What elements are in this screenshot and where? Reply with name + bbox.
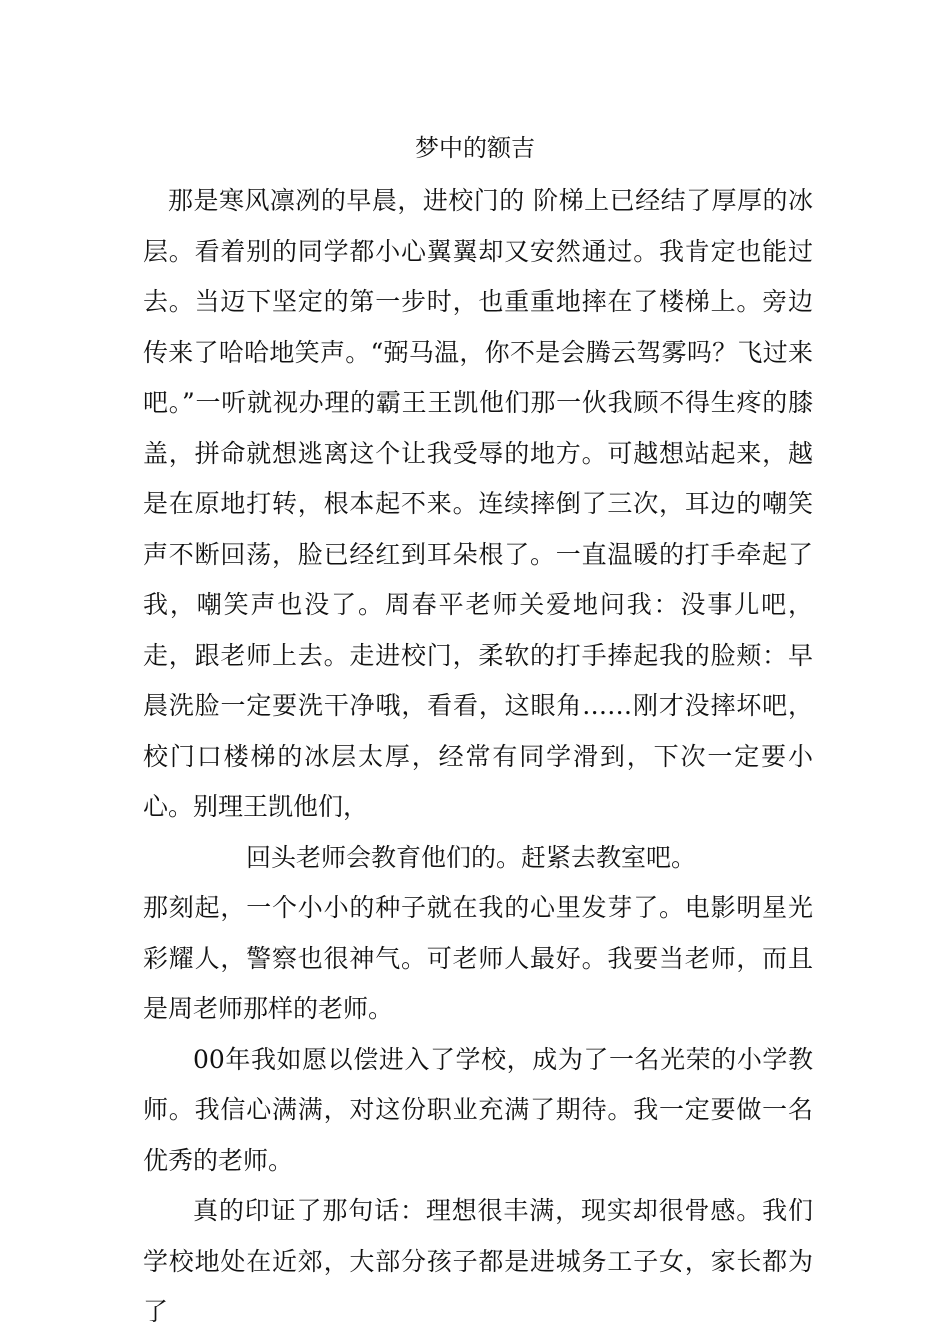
paragraph-2: 回头老师会教育他们的。赶紧去教室吧。 xyxy=(246,842,697,872)
document-body xyxy=(143,176,813,1338)
paragraph-5: 真的印证了那句话：理想很丰满，现实却很骨感。我们学校地处在近郊，大部分孩子都是进城务工子女，家长都为了 xyxy=(143,1196,813,1326)
paragraph-1: 那是寒风凛冽的早晨，进校门的 阶梯上已经结了厚厚的冰层。看着别的同学都小心翼翼却又安然通过。我肯定也能过去。当迈下坚定的第一步时，也重重地摔在了楼梯上。旁边传来了哈哈地笑声。“弼马温，你不是会腾云驾雾吗？飞过来吧。”一听就视办理的霸王王凯他们那一伙我顾不得生疼的膝盖，拼命就想逃离这个让我受辱的地方。可越想站起来，越是在原地打转，根本起不来。连续摔倒了三次，耳边的嘲笑声不断回荡，脸已经红到耳朵根了。一直温暖的打手牵起了我，嘲笑声也没了。周春平老师关爱地问我：没事儿吧，走，跟老师上去。走进校门，柔软的打手捧起我的脸颊：早晨洗脸一定要洗干净哦，看看，这眼角……刚才没摔坏吧，校门口楼梯的冰层太厚，经常有同学滑到，下次一定要小心。别理王凯他们， xyxy=(143,186,813,821)
paragraph-3: 那刻起，一个小小的种子就在我的心里发芽了。电影明星光彩耀人，警察也很神气。可老师人最好。我要当老师，而且是周老师那样的老师。 xyxy=(143,893,813,1023)
paragraph-4: 00年我如愿以偿进入了学校，成为了一名光荣的小学教师。我信心满满，对这份职业充满了期待。我一定要做一名优秀的老师。 xyxy=(143,1044,813,1175)
document-title: 梦中的额吉 xyxy=(415,134,535,162)
